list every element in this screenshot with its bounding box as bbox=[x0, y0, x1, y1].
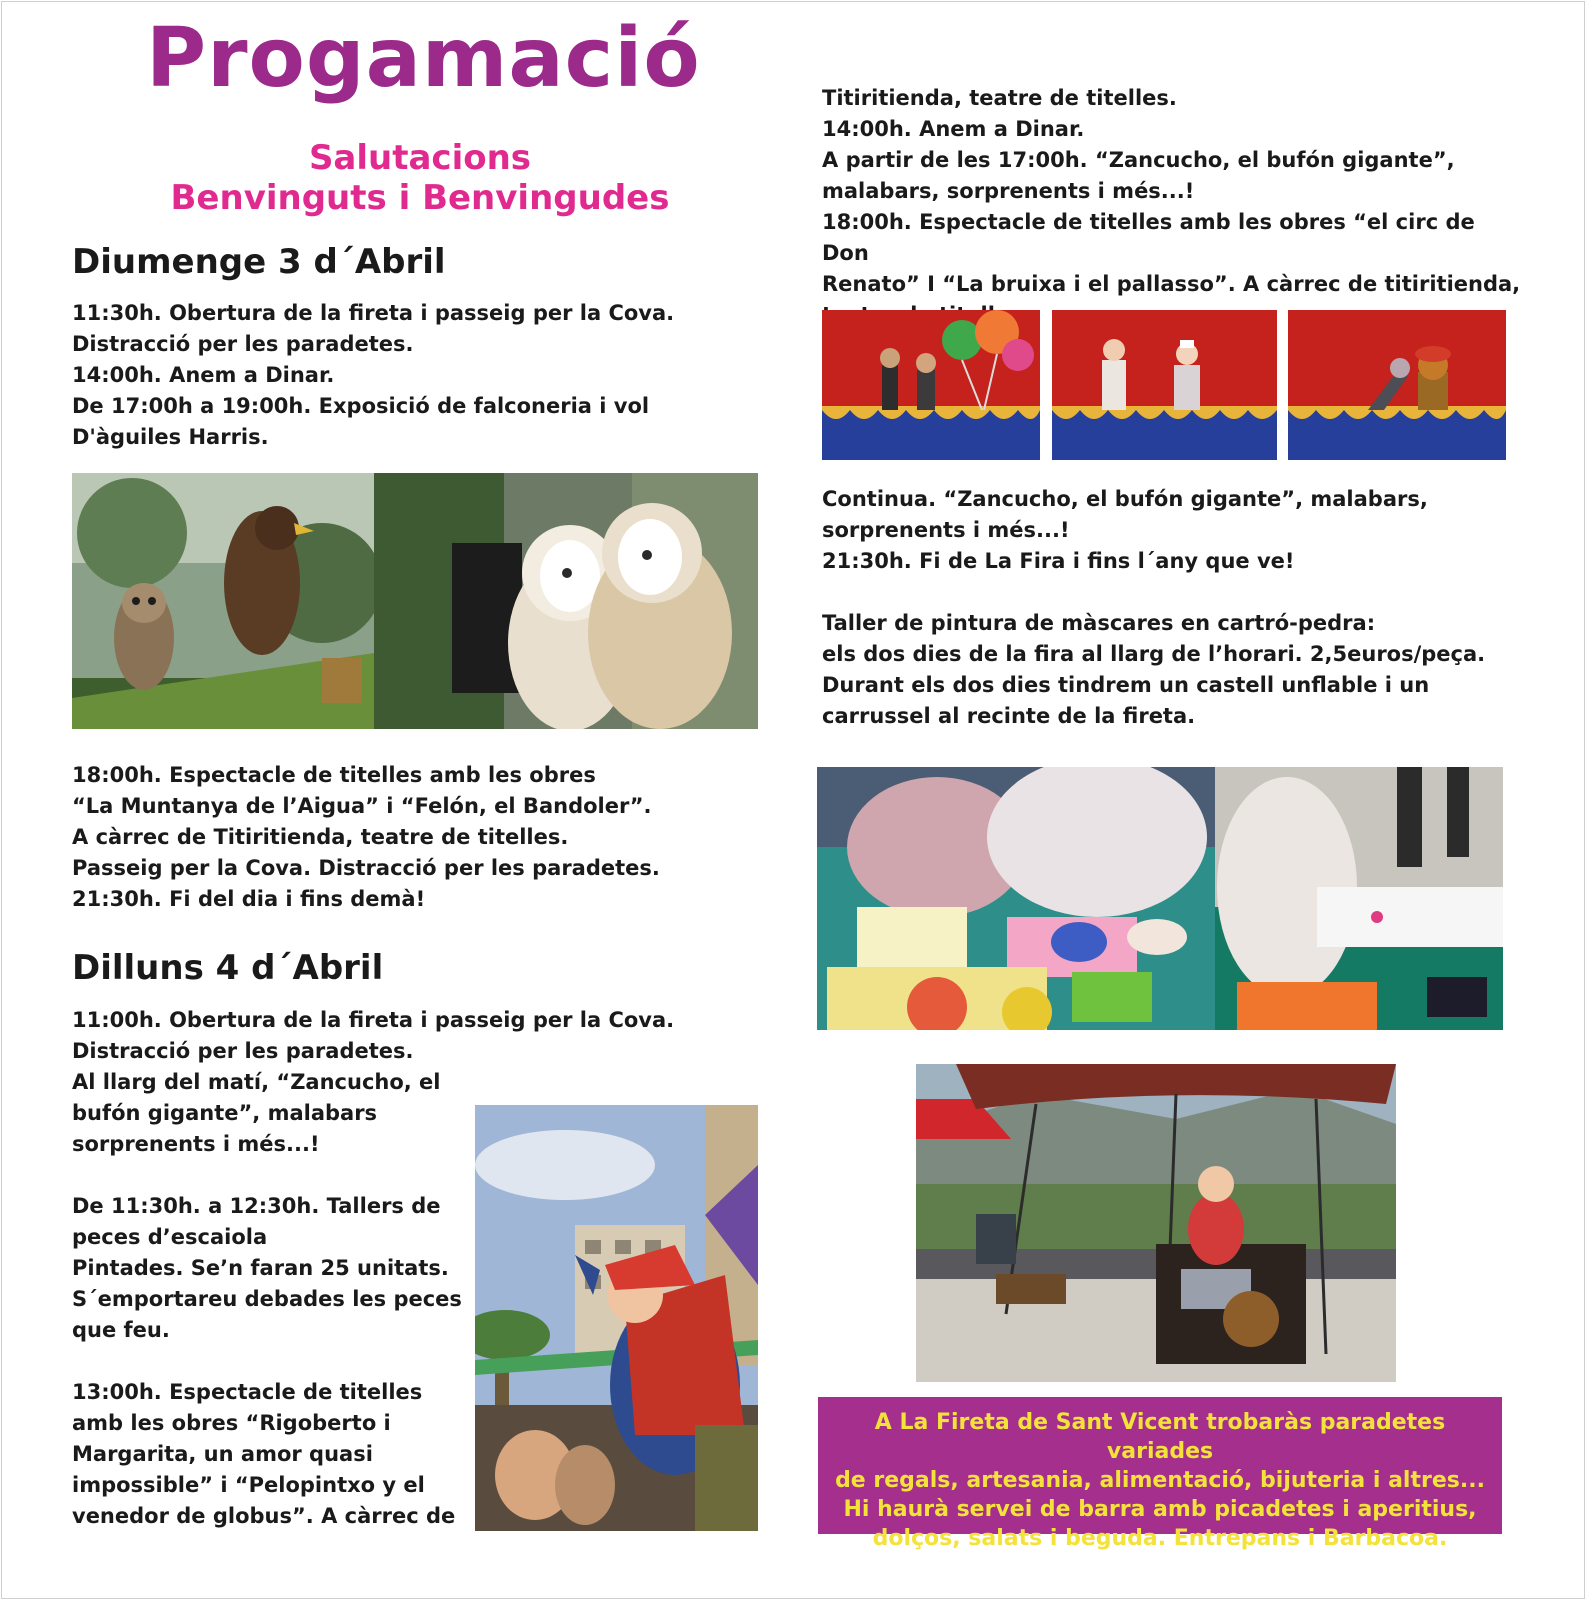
schedule-line: 14:00h. Anem a Dinar. bbox=[822, 117, 1085, 141]
puppet-photo bbox=[822, 310, 1040, 460]
schedule-line: Continua. “Zancucho, el bufón gigante”, malabars, bbox=[822, 487, 1428, 511]
promo-box bbox=[818, 1397, 1502, 1551]
workshop-photo bbox=[817, 767, 1503, 1030]
promo-line: Hi haurà servei de barra amb picadetes i aperitius, bbox=[843, 1497, 1477, 1522]
schedule-line: S´emportareu debades les peces bbox=[72, 1287, 462, 1311]
schedule-line: Distracció per les paradetes. bbox=[72, 332, 414, 356]
falconry-photo bbox=[72, 473, 758, 729]
schedule-line: D'àguiles Harris. bbox=[72, 425, 269, 449]
day2-closing-schedule bbox=[822, 484, 1522, 732]
schedule-line: Passeig per la Cova. Distracció per les paradetes. bbox=[72, 856, 660, 880]
schedule-line: 14:00h. Anem a Dinar. bbox=[72, 363, 335, 387]
day2-intro-schedule bbox=[72, 1005, 752, 1067]
greeting bbox=[150, 138, 690, 218]
schedule-line: malabars, sorprenents i més...! bbox=[822, 179, 1195, 203]
schedule-line: 18:00h. Espectacle de titelles amb les obres bbox=[72, 763, 596, 787]
schedule-line: venedor de globus”. A càrrec de bbox=[72, 1504, 456, 1528]
carousel-photo bbox=[916, 1064, 1396, 1382]
schedule-line: impossible” i “Pelopintxo y el bbox=[72, 1473, 425, 1497]
schedule-line: carrussel al recinte de la fireta. bbox=[822, 704, 1196, 728]
day2-continued-schedule bbox=[822, 83, 1522, 331]
schedule-line: A partir de les 17:00h. “Zancucho, el bufón gigante”, bbox=[822, 148, 1455, 172]
schedule-line: sorprenents i més...! bbox=[822, 518, 1070, 542]
promo-line: de regals, artesania, alimentació, bijuteria i altres... bbox=[835, 1468, 1485, 1493]
schedule-line: 11:00h. Obertura de la fireta i passeig per la Cova. bbox=[72, 1008, 675, 1032]
schedule-line: bufón gigante”, malabars bbox=[72, 1101, 378, 1125]
schedule-line: Distracció per les paradetes. bbox=[72, 1039, 414, 1063]
page-title: Progamació bbox=[146, 11, 701, 106]
schedule-line: que feu. bbox=[72, 1318, 170, 1342]
schedule-line: els dos dies de la fira al llarg de l’horari. 2,5euros/peça. bbox=[822, 642, 1486, 666]
puppet-photo bbox=[1288, 310, 1506, 460]
schedule-line: 11:30h. Obertura de la fireta i passeig per la Cova. bbox=[72, 301, 675, 325]
schedule-line: “La Muntanya de l’Aigua” i “Felón, el Bandoler”. bbox=[72, 794, 652, 818]
schedule-line: A càrrec de Titiritienda, teatre de titelles. bbox=[72, 825, 569, 849]
promo-line: A La Fireta de Sant Vicent trobaràs paradetes variades bbox=[874, 1410, 1446, 1464]
schedule-line: De 11:30h. a 12:30h. Tallers de bbox=[72, 1194, 441, 1218]
schedule-line: 18:00h. Espectacle de titelles amb les obres “el circ de Don bbox=[822, 210, 1475, 265]
schedule-line: 21:30h. Fi de La Fira i fins l´any que ve! bbox=[822, 549, 1295, 573]
schedule-line: Durant els dos dies tindrem un castell unflable i un bbox=[822, 673, 1430, 697]
puppet-photo bbox=[1052, 310, 1277, 460]
day1-evening-schedule bbox=[72, 760, 752, 915]
promo-line: dolços, salats i beguda. Entrepans i Barbacoa. bbox=[872, 1526, 1448, 1551]
greeting-line: Salutacions bbox=[308, 138, 532, 178]
schedule-line: Taller de pintura de màscares en cartró-pedra: bbox=[822, 611, 1376, 635]
schedule-line: peces d’escaiola bbox=[72, 1225, 268, 1249]
schedule-line: De 17:00h a 19:00h. Exposició de falconeria i vol bbox=[72, 394, 650, 418]
day2-heading: Dilluns 4 d´Abril bbox=[72, 948, 384, 988]
schedule-line: 13:00h. Espectacle de titelles bbox=[72, 1380, 423, 1404]
schedule-line: sorprenents i més...! bbox=[72, 1132, 320, 1156]
schedule-line: Renato” I “La bruixa i el pallasso”. A càrrec de titiritienda, bbox=[822, 272, 1521, 296]
schedule-line: Pintades. Se’n faran 25 unitats. bbox=[72, 1256, 449, 1280]
jester-photo bbox=[475, 1105, 758, 1531]
schedule-line: Margarita, un amor quasi bbox=[72, 1442, 373, 1466]
schedule-line: amb les obres “Rigoberto i bbox=[72, 1411, 391, 1435]
day2-side-schedule bbox=[72, 1067, 462, 1532]
schedule-line: Titiritienda, teatre de titelles. bbox=[822, 86, 1177, 110]
greeting-line: Benvinguts i Benvingudes bbox=[170, 178, 670, 218]
day1-heading: Diumenge 3 d´Abril bbox=[72, 242, 446, 282]
schedule-line: Al llarg del matí, “Zancucho, el bbox=[72, 1070, 441, 1094]
schedule-line: 21:30h. Fi del dia i fins demà! bbox=[72, 887, 426, 911]
day1-morning-schedule bbox=[72, 298, 752, 453]
